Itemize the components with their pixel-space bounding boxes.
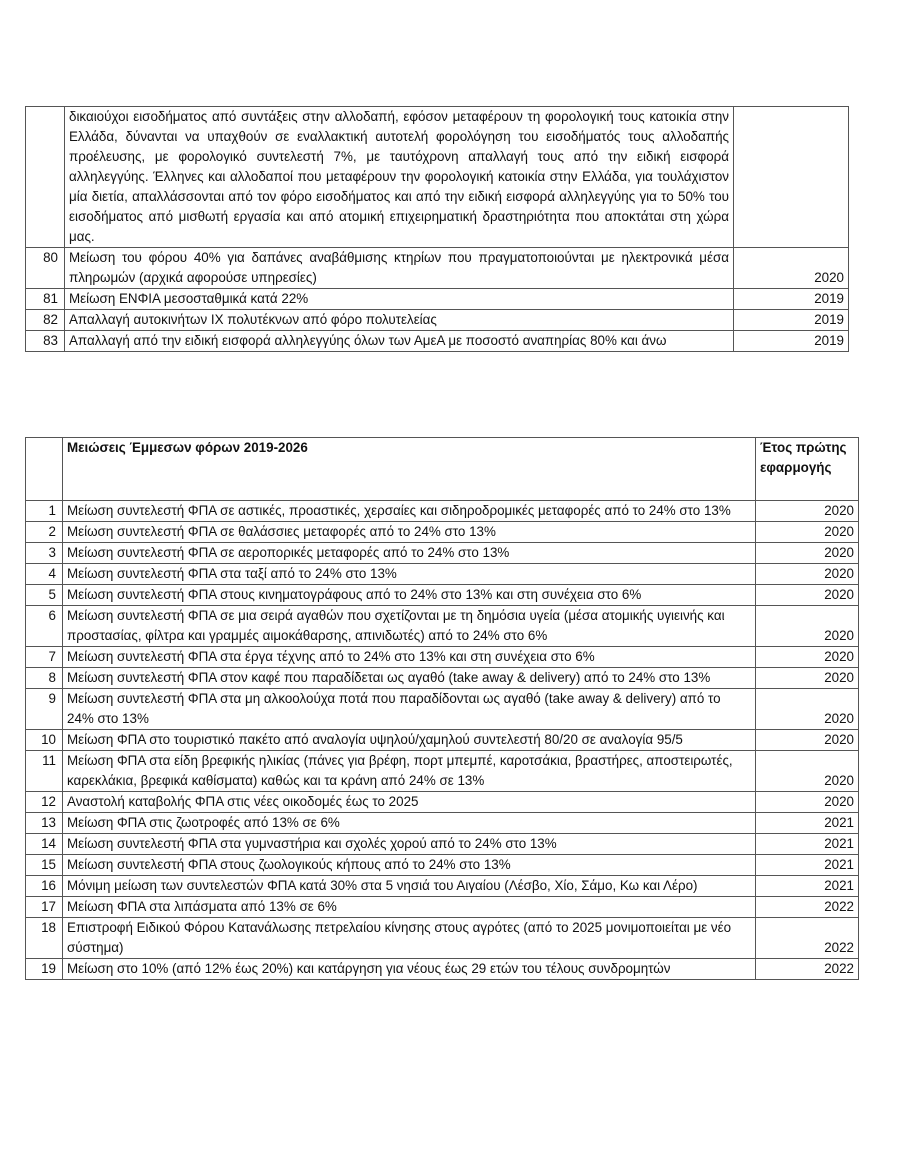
row-number: 14	[26, 834, 63, 855]
row-number	[26, 107, 65, 248]
row-year: 2020	[756, 501, 859, 522]
row-number: 18	[26, 918, 63, 959]
row-number: 83	[26, 331, 65, 352]
row-description: Μείωση συντελεστή ΦΠΑ στα έργα τέχνης από το 24% στο 13% και στη συνέχεια στο 6%	[63, 647, 756, 668]
row-year: 2020	[756, 585, 859, 606]
row-year: 2019	[734, 289, 849, 310]
row-number: 3	[26, 543, 63, 564]
row-year: 2020	[756, 730, 859, 751]
row-number: 1	[26, 501, 63, 522]
table-row	[26, 647, 859, 668]
header-number	[26, 438, 63, 501]
row-year: 2020	[756, 522, 859, 543]
row-description: Απαλλαγή από την ειδική εισφορά αλληλεγγύης όλων των ΑμεΑ με ποσοστό αναπηρίας 80% και άνω	[65, 331, 734, 352]
row-number: 2	[26, 522, 63, 543]
table-row	[26, 897, 859, 918]
row-number: 4	[26, 564, 63, 585]
table-row	[26, 585, 859, 606]
row-number: 15	[26, 855, 63, 876]
row-description: Μείωση συντελεστή ΦΠΑ στα γυμναστήρια και σχολές χορού από το 24% στο 13%	[63, 834, 756, 855]
row-year: 2020	[734, 248, 849, 289]
row-description: Μείωση συντελεστή ΦΠΑ στους ζωολογικούς κήπους από το 24% στο 13%	[63, 855, 756, 876]
table-row	[26, 107, 849, 248]
row-description: Μείωση στο 10% (από 12% έως 20%) και κατάργηση για νέους έως 29 ετών του τέλους συνδρομητών	[63, 959, 756, 980]
row-year: 2020	[756, 792, 859, 813]
table-row	[26, 751, 859, 792]
row-number: 9	[26, 689, 63, 730]
indirect-tax-reductions-table	[25, 437, 859, 980]
row-description: Μείωση ΦΠΑ στα λιπάσματα από 13% σε 6%	[63, 897, 756, 918]
table-row	[26, 501, 859, 522]
table-title: Μειώσεις Έμμεσων φόρων 2019-2026	[63, 438, 756, 501]
income-tax-measures-table	[25, 106, 849, 352]
row-year: 2021	[756, 834, 859, 855]
row-description: Μείωση του φόρου 40% για δαπάνες αναβάθμισης κτηρίων που πραγματοποιούνται με ηλεκτρονικά μέσα πληρωμών (αρχικά αφορούσε υπηρεσίες)	[65, 248, 734, 289]
row-year: 2021	[756, 855, 859, 876]
row-number: 10	[26, 730, 63, 751]
table-row	[26, 876, 859, 897]
row-description: Μείωση συντελεστή ΦΠΑ στα μη αλκοολούχα ποτά που παραδίδονται ως αγαθό (take away & delivery) από το 24% στο 13%	[63, 689, 756, 730]
row-year: 2020	[756, 564, 859, 585]
row-year: 2019	[734, 331, 849, 352]
row-number: 80	[26, 248, 65, 289]
row-year	[734, 107, 849, 248]
row-description: δικαιούχοι εισοδήματος από συντάξεις στην αλλοδαπή, εφόσον μεταφέρουν τη φορολογική τους κατοικία στην Ελλάδα, δύνανται να υπαχθούν σε εναλλακτική αυτοτελή φορολόγηση του εισοδήματός τους αλλοδαπής προέλευσης, με φορολογικό συντελεστή 7%, με ταυτόχρονη απαλλαγή τους από την ειδική εισφορά αλληλεγγύης. Έλληνες και αλλοδαποί που μεταφέρουν την φορολογική κατοικία στην Ελλάδα, για τουλάχιστον μία διετία, απαλλάσσονται από τον φόρο εισοδήματος και από την ειδική εισφορά αλληλεγγύης για το 50% του εισοδήματος από μισθωτή εργασία και από ατομική επιχειρηματική δραστηριότητα που αποκτάται στη χώρα μας.	[65, 107, 734, 248]
table-row	[26, 918, 859, 959]
header-year: Έτος πρώτης εφαρμογής	[756, 438, 859, 501]
row-number: 81	[26, 289, 65, 310]
row-number: 5	[26, 585, 63, 606]
row-number: 13	[26, 813, 63, 834]
table-row	[26, 248, 849, 289]
row-number: 16	[26, 876, 63, 897]
row-description: Μείωση ΦΠΑ στις ζωοτροφές από 13% σε 6%	[63, 813, 756, 834]
row-number: 12	[26, 792, 63, 813]
row-description: Αναστολή καταβολής ΦΠΑ στις νέες οικοδομές έως το 2025	[63, 792, 756, 813]
row-number: 17	[26, 897, 63, 918]
table-row	[26, 331, 849, 352]
table-row	[26, 543, 859, 564]
table-row	[26, 792, 859, 813]
row-number: 11	[26, 751, 63, 792]
row-year: 2020	[756, 751, 859, 792]
table-row	[26, 310, 849, 331]
row-description: Μείωση συντελεστή ΦΠΑ σε αστικές, προαστικές, χερσαίες και σιδηροδρομικές μεταφορές από το 24% στο 13%	[63, 501, 756, 522]
table-row	[26, 959, 859, 980]
row-year: 2021	[756, 813, 859, 834]
table-row	[26, 564, 859, 585]
row-description: Επιστροφή Ειδικού Φόρου Κατανάλωσης πετρελαίου κίνησης στους αγρότες (από το 2025 μονιμοποιείται με νέο σύστημα)	[63, 918, 756, 959]
row-year: 2020	[756, 668, 859, 689]
row-year: 2022	[756, 918, 859, 959]
row-number: 6	[26, 606, 63, 647]
row-description: Μείωση ΦΠΑ στα είδη βρεφικής ηλικίας (πάνες για βρέφη, πορτ μπεμπέ, καροτσάκια, βραστήρες, αποστειρωτές, καρεκλάκια, βρεφικά καθίσματα) καθώς και τα κράνη από 24% σε 13%	[63, 751, 756, 792]
row-year: 2019	[734, 310, 849, 331]
table-row	[26, 813, 859, 834]
table-row	[26, 855, 859, 876]
row-description: Μείωση συντελεστή ΦΠΑ στον καφέ που παραδίδεται ως αγαθό (take away & delivery) από το 24% στο 13%	[63, 668, 756, 689]
row-year: 2021	[756, 876, 859, 897]
table-row	[26, 289, 849, 310]
row-number: 19	[26, 959, 63, 980]
row-year: 2020	[756, 647, 859, 668]
table-row	[26, 606, 859, 647]
row-number: 82	[26, 310, 65, 331]
row-year: 2020	[756, 689, 859, 730]
table-row	[26, 834, 859, 855]
row-number: 8	[26, 668, 63, 689]
table-row	[26, 668, 859, 689]
row-description: Μείωση συντελεστή ΦΠΑ σε αεροπορικές μεταφορές από το 24% στο 13%	[63, 543, 756, 564]
row-year: 2020	[756, 606, 859, 647]
row-description: Μείωση ΦΠΑ στο τουριστικό πακέτο από αναλογία υψηλού/χαμηλού συντελεστή 80/20 σε αναλογία 95/5	[63, 730, 756, 751]
row-year: 2022	[756, 897, 859, 918]
table-header-row	[26, 438, 859, 501]
row-description: Μείωση συντελεστή ΦΠΑ σε θαλάσσιες μεταφορές από το 24% στο 13%	[63, 522, 756, 543]
row-description: Μείωση συντελεστή ΦΠΑ στους κινηματογράφους από το 24% στο 13% και στη συνέχεια στο 6%	[63, 585, 756, 606]
row-description: Απαλλαγή αυτοκινήτων ΙΧ πολυτέκνων από φόρο πολυτελείας	[65, 310, 734, 331]
row-year: 2020	[756, 543, 859, 564]
row-number: 7	[26, 647, 63, 668]
table-row	[26, 689, 859, 730]
table-row	[26, 730, 859, 751]
table-row	[26, 522, 859, 543]
row-year: 2022	[756, 959, 859, 980]
row-description: Μείωση ΕΝΦΙΑ μεσοσταθμικά κατά 22%	[65, 289, 734, 310]
row-description: Μόνιμη μείωση των συντελεστών ΦΠΑ κατά 30% στα 5 νησιά του Αιγαίου (Λέσβο, Χίο, Σάμο, Κω και Λέρο)	[63, 876, 756, 897]
row-description: Μείωση συντελεστή ΦΠΑ στα ταξί από το 24% στο 13%	[63, 564, 756, 585]
row-description: Μείωση συντελεστή ΦΠΑ σε μια σειρά αγαθών που σχετίζονται με τη δημόσια υγεία (μέσα ατομικής υγιεινής και προστασίας, φίλτρα και γραμμές αιμοκάθαρσης, απινιδωτές) από το 24% στο 6%	[63, 606, 756, 647]
